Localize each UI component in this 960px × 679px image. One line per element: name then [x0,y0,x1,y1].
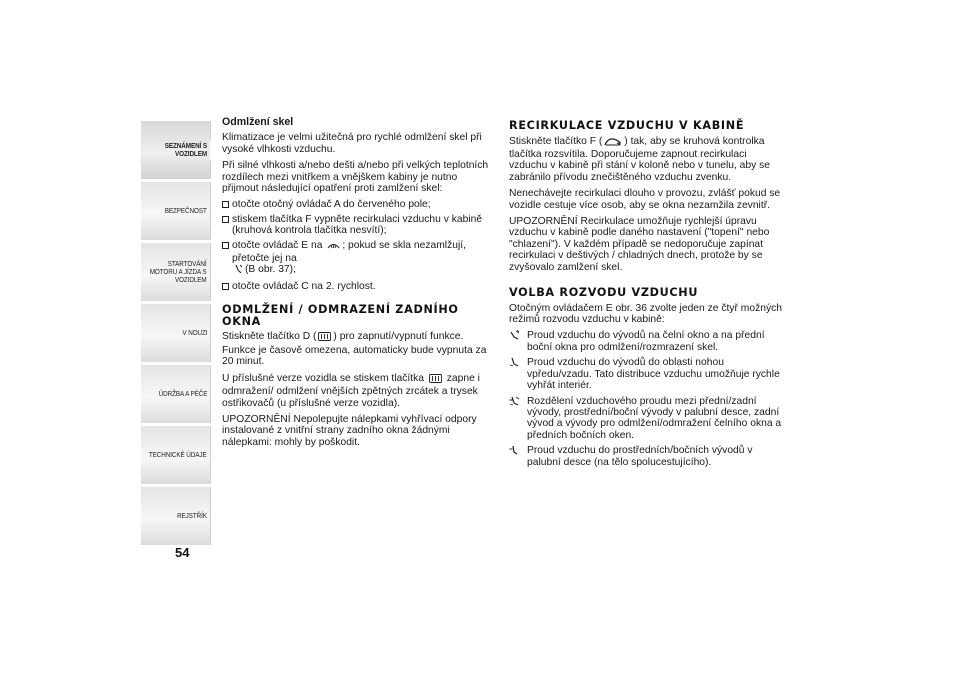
tab-index[interactable] [141,487,211,545]
tab-label: REJSTŘÍK [177,510,207,520]
paragraph [509,136,785,184]
recirculation-icon [604,137,622,149]
all-vents-icon [509,396,527,442]
tab-label: SEZNÁMENÍ S VOZIDLEM [164,140,207,158]
list-item-text-part: otočte ovládač E na [232,239,323,251]
face-vent-icon [509,445,527,468]
tab-starting-driving[interactable] [141,243,211,301]
tab-emergency[interactable] [141,304,211,362]
list-item-text: Proud vzduchu do prostředních/bočních vývodů v palubní desce (na tělo spolucestujícího). [527,445,753,468]
list-item-text: Rozdělení vzduchového proudu mezi přední/zadní vývody, prostřední/boční vývody v palubní desce, zadní vývod a vývody pro odmlžení/odmražení čelního okna a předních bočních oken. [527,395,782,441]
list-item [509,357,785,391]
paragraph-text-part: Stiskněte tlačítko F ( [509,135,603,147]
tab-label: TECHNICKÉ ÚDAJE [149,449,207,459]
list-item-text: Proud vzduchu do vývodů do oblasti nohou vpředu/vzadu. Tato distribuce vzduchu umožňuje rychle vyhřát interiér. [527,357,780,392]
checkbox-bullet-icon [222,283,229,290]
paragraph-text-part: zapne i odmražení/ odmlžení vnějších zpětných zrcátek a trysek ostřikovačů (u příslušné verze vozidla). [222,372,480,409]
defrost-feet-icon [509,330,527,353]
list-item-text [232,240,494,278]
list-item [222,240,494,278]
chapter-sidebar [141,121,211,548]
section-title-air-distribution: VOLBA ROZVODU VZDUCHU [509,286,699,300]
paragraph [222,373,494,409]
checkbox-bullet-icon [222,242,229,249]
tab-label: V NOUZI [181,327,207,337]
defrost-feet-icon [234,264,243,277]
list-item-text: Proud vzduchu do vývodů na čelní okno a na přední boční okna pro odmlžení/rozmrazení skel. [527,330,765,353]
tab-maintenance[interactable] [141,365,211,423]
list-item [222,281,494,292]
list-item-text: otočte ovládač C na 2. rychlost. [232,280,376,292]
section-title-recirculation: RECIRKULACE VZDUCHU V KABINĚ [509,119,745,132]
list-item [509,330,785,353]
tab-label: ÚDRŽBA A PÉČE [158,388,207,398]
paragraph: Při silné vlhkosti a/nebo dešti a/nebo při velkých teplotních rozdílech mezi vnitřkem a vnějškem kabiny je nutno přijmout následující opatření proti zamlžení skel: [222,160,489,195]
tab-introduction[interactable] [141,121,211,179]
paragraph: Otočným ovládačem E obr. 36 zvolte jeden ze čtyř možných režimů rozvodu vzduchu v kabině: [509,302,782,326]
list-item [222,214,494,237]
rear-window-heater-icon [318,332,331,344]
tab-label: STARTOVÁNÍ MOTORU A JÍZDA S VOZIDLEM [150,258,207,285]
checkbox-bullet-icon [222,216,229,223]
warning-note: UPOZORNĚNÍ Nepolepujte nálepkami vyhřívací odpory instalované z vnitřní strany zadního okna žádnými nálepkami: mohly by poškodit. [222,413,477,448]
list-item-text: stiskem tlačítka F vypněte recirkulaci vzduchu v kabině (kruhová kontrola tlačítka nesvítí); [232,213,483,237]
windshield-defrost-icon [327,241,340,253]
paragraph-text-part: ) tak, aby se kruhová kontrolka tlačítka rozsvítila. Doporučujeme zapnout recirkulaci vzduchu v kabině při stání v koloně nebo v tunelu, aby se zabránilo přívodu znečištěného vzduchu zvenku. [509,135,771,183]
list-item [222,199,494,210]
page-number: 54 [175,545,190,560]
feet-vent-icon [509,357,527,391]
list-item [509,445,785,468]
paragraph-text-part: Stiskněte tlačítko D ( [222,331,317,343]
tab-technical-data[interactable] [141,426,211,484]
figure-reference: (B obr. 37); [245,264,296,276]
paragraph: Klimatizace je velmi užitečná pro rychlé odmlžení skel při vysoké vlhkosti vzduchu. [222,132,482,155]
list-item-text: otočte otočný ovládač A do červeného pole; [232,199,431,211]
tab-label: BEZPEČNOST [164,205,207,215]
list-item [509,396,785,442]
checkbox-bullet-icon [222,201,229,208]
list-item-text-part: ; pokud se skla nezamlžují, přetočte jej na [232,239,466,265]
subheading-defogging: Odmlžení skel [222,116,294,128]
left-column [222,117,494,453]
paragraph [222,331,494,367]
paragraph: Nenechávejte recirkulaci dlouho v provozu, zvlášť pokud se vozidle cestuje více osob, aby se okna nezamžila zevnitř. [509,188,781,211]
paragraph-text-part: U příslušné verze vozidla se stiskem tlačítka [222,372,425,384]
rear-window-heater-icon [429,374,442,386]
right-column [509,117,785,472]
tab-safety[interactable] [141,182,211,240]
section-title-rear-window: ODMLŽENÍ / ODMRAZENÍ ZADNÍHO OKNA [222,303,459,328]
warning-note: UPOZORNĚNÍ Recirkulace umožňuje rychlejší úpravu vzduchu v kabině podle daného nastavení ("topení" nebo "chlazení"). V každém případě se nedoporučuje zapínat recirkulaci v deštivých / chladných dnech, protože by se zvyšovalo zamlžení skel. [509,216,770,273]
paragraph-text-part: ) pro zapnutí/vypnutí funkce. Funkce je časově omezena, automaticky bude vypnuta za 20 minut. [222,331,487,368]
